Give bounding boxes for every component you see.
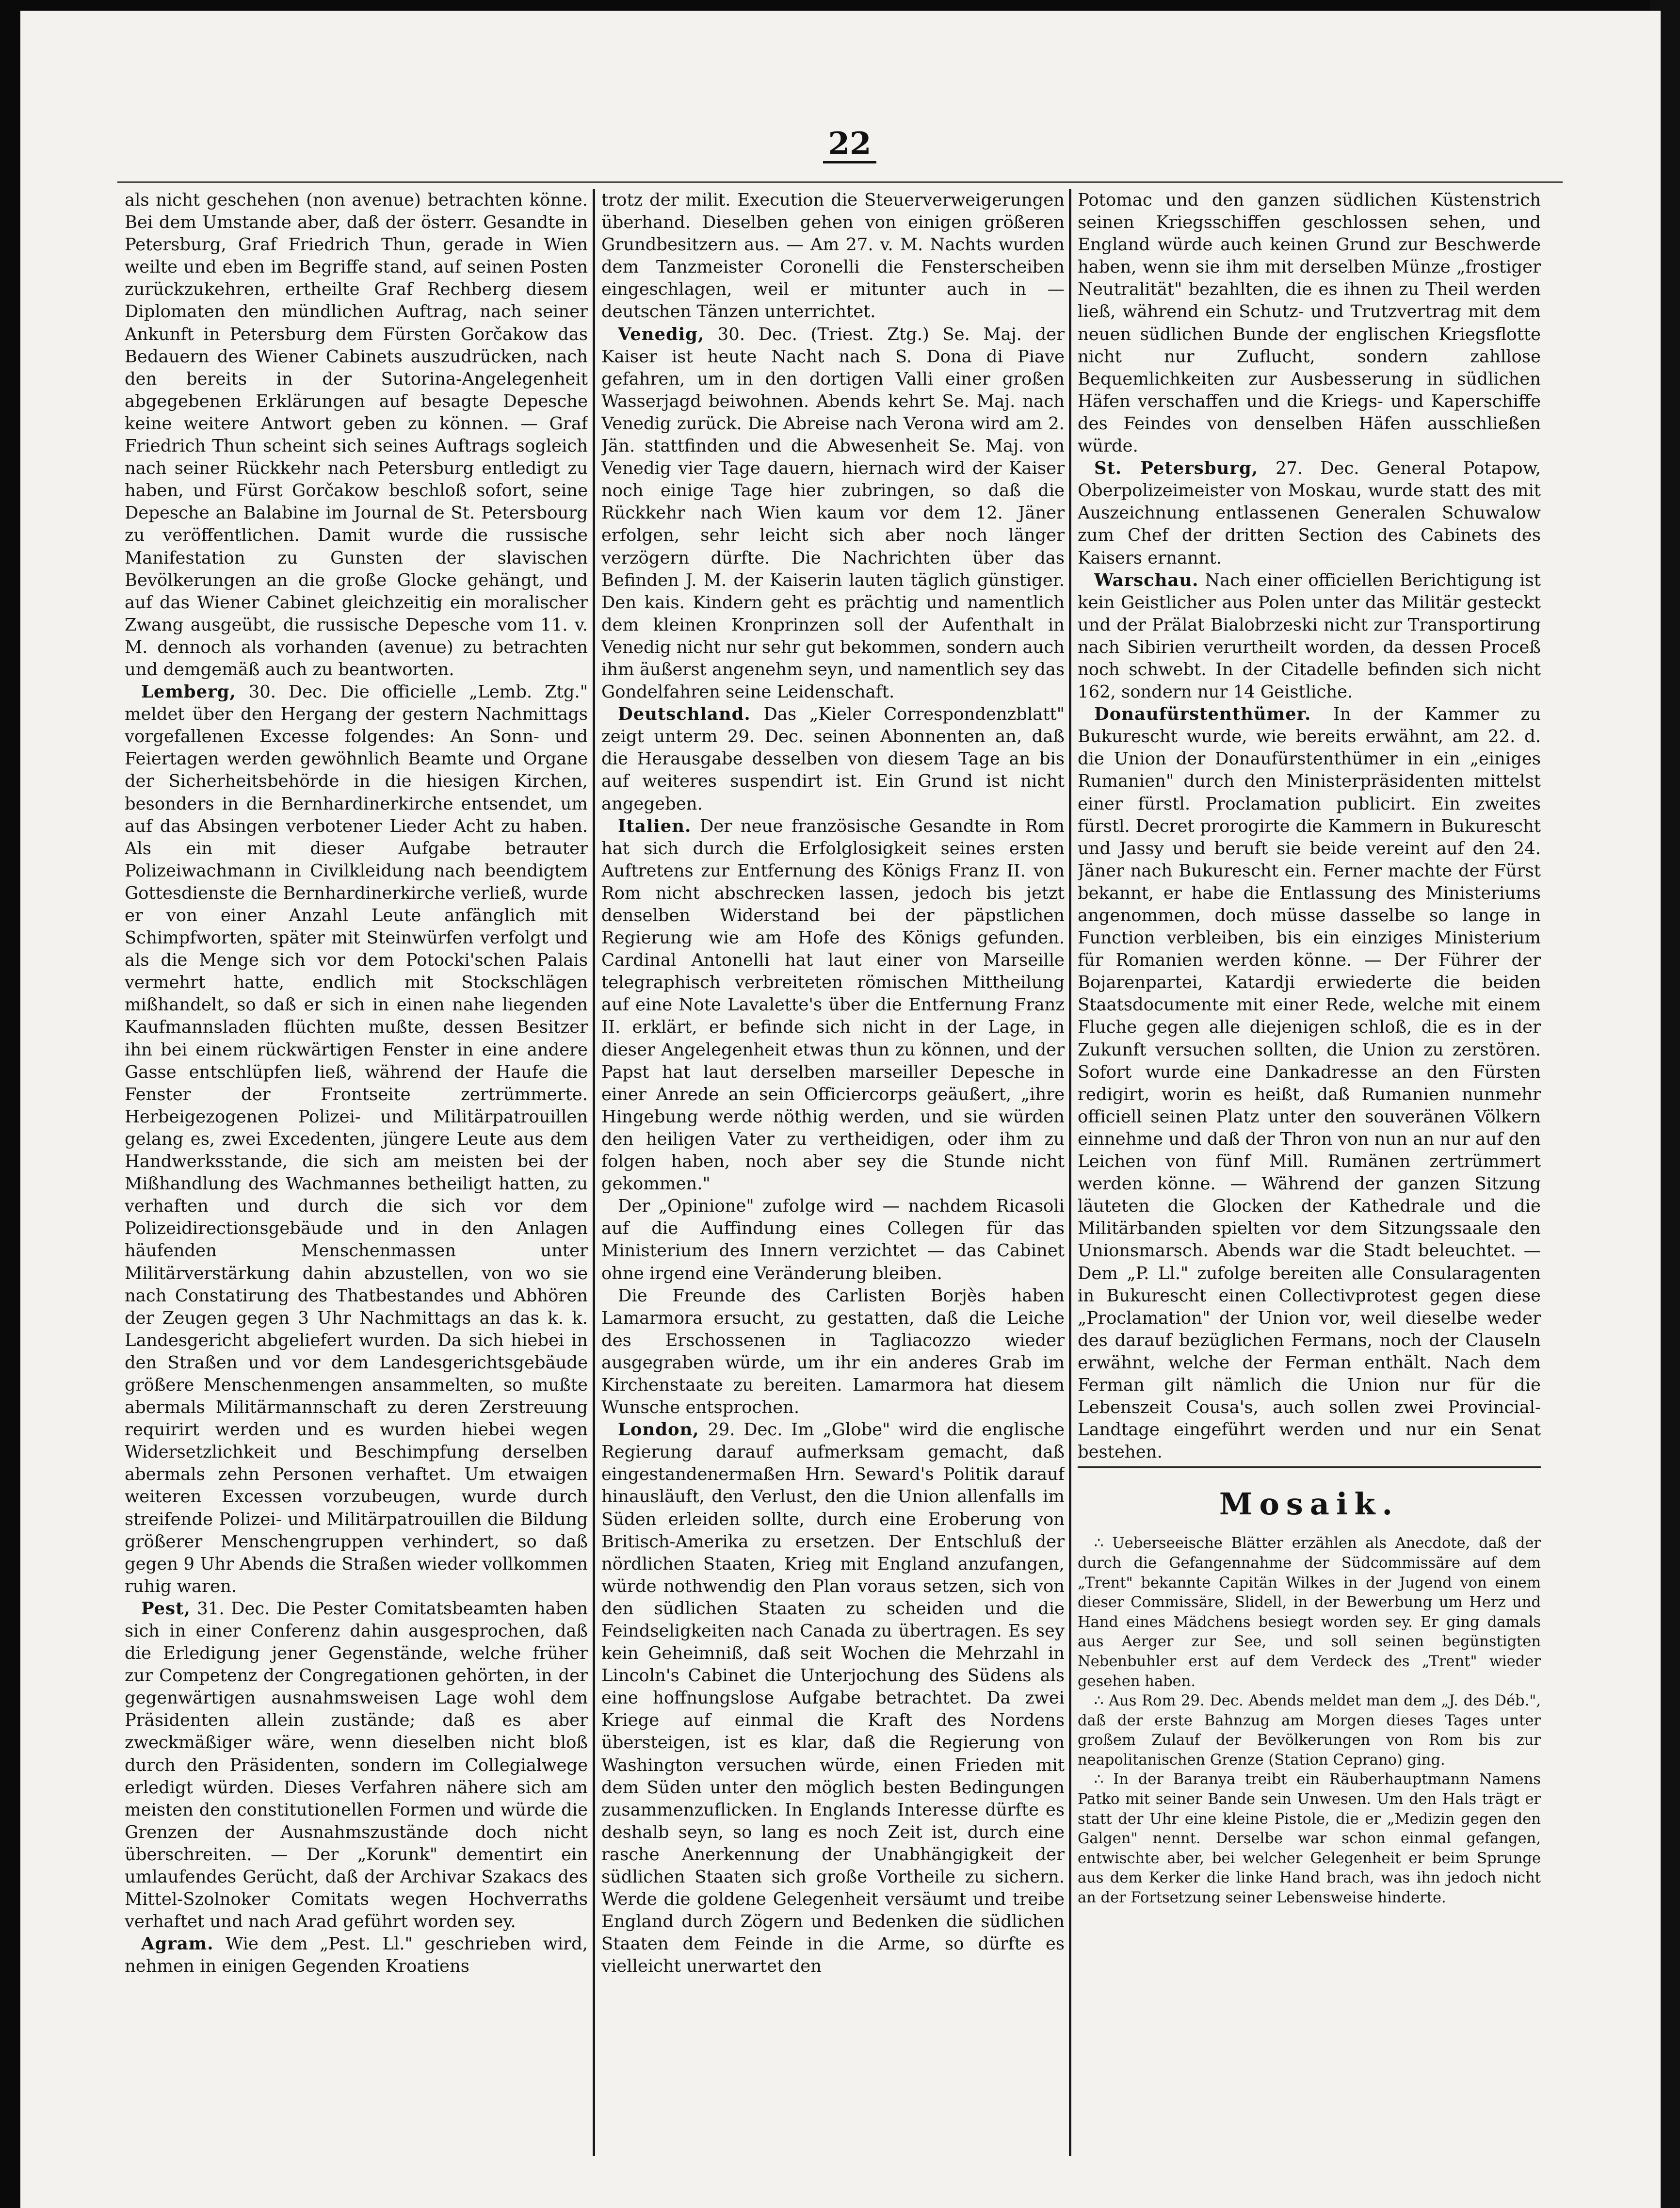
article-paragraph: Deutschland. Das „Kieler Correspondenzblatt" zeigt unterm 29. Dec. seinen Abonnenten an, daß die Herausgabe desselben von diesem Tage an bis auf weiteres suspendirt ist. Ein Grund ist nicht angegeben. [601, 704, 1065, 814]
article-paragraph: als nicht geschehen (non avenue) betrachten könne. Bei dem Umstande aber, daß der österr. Gesandte in Petersburg, Graf Friedrich Thun, gerade in Wien weilte und eben im Begriffe stand, auf seinen Posten zurückzukehren, ertheilte Graf Rechberg diesem Diplomaten den mündlichen Auftrag, nach seiner Ankunft in Petersburg dem Fürsten Gorčakow das Bedauern des Wiener Cabinets auszudrücken, nach den bereits in der Sutorina-Angelegenheit abgegebenen Erklärungen auf besagte Depesche keine weitere Antwort geben zu können. — Graf Friedrich Thun scheint sich seines Auftrags sogleich nach seiner Rückkehr nach Petersburg entledigt zu haben, und Fürst Gorčakow beschloß sofort, seine Depesche an Balabine im Journal de St. Petersbourg zu veröffentlichen. Damit wurde die russische Manifestation zu Gunsten der slavischen Bevölkerungen an die große Glocke gehängt, und auf das Wiener Cabinet gleichzeitig ein moralischer Zwang ausgeübt, die russische Depesche vom 11. v. M. dennoch als vorhanden (avenue) zu betrachten und demgemäß auch zu beantworten. [125, 190, 588, 680]
newspaper-page [20, 11, 1661, 2208]
article-paragraph: Pest, 31. Dec. Die Pester Comitatsbeamten haben sich in einer Conferenz dahin ausgesprochen, daß die Erledigung jener Gegenstände, welche früher zur Competenz der Congregationen gehörten, in der gegenwärtigen ausnahmsweisen Lage wohl dem Präsidenten allein zustände; daß es aber zweckmäßiger wäre, wenn dieselben nicht bloß durch den Präsidenten, sondern im Collegialwege erledigt würden. Dieses Verfahren nähere sich am meisten den constitutionellen Formen und würde die Grenzen der Ausnahmszustände doch nicht überschreiten. — Der „Korunk" dementirt ein umlaufendes Gerücht, daß der Archivar Szakacs des Mittel-Szolnoker Comitats wegen Hochverraths verhaftet und nach Arad geführt worden sey. [125, 1598, 588, 1932]
column-3 [1078, 189, 1541, 2173]
column-2 [601, 189, 1065, 2173]
article-paragraph: St. Petersburg, 27. Dec. General Potapow, Oberpolizeimeister von Moskau, wurde statt des mit Auszeichnung entlassenen Generalen Schuwalow zum Chef der dritten Section des Cabinets des Kaisers ernannt. [1078, 458, 1541, 568]
article-paragraph: Lemberg, 30. Dec. Die officielle „Lemb. Ztg." meldet über den Hergang der gestern Nachmittags vorgefallenen Excesse folgendes: An Sonn- und Feiertagen werden gewöhnlich Beamte und Organe der Sicherheitsbehörde in die hiesigen Kirchen, besonders in die Bernhardinerkirche entsendet, um auf das Absingen verbotener Lieder Acht zu haben. Als ein mit dieser Aufgabe betrauter Polizeiwachmann in Civilkleidung nach beendigtem Gottesdienste die Bernhardinerkirche verließ, wurde er von einer Anzahl Leute anfänglich mit Schimpfworten, später mit Steinwürfen verfolgt und als die Menge sich vor dem Potocki'schen Palais vermehrt hatte, endlich mit Stockschlägen mißhandelt, so daß er sich in einen nahe liegenden Kaufmannsladen flüchten mußte, dessen Besitzer ihn bei einem rückwärtigen Fenster in eine andere Gasse entschlüpfen ließ, während der Haufe die Fenster der Frontseite zertrümmerte. Herbeigezogenen Polizei- und Militärpatrouillen gelang es, zwei Excedenten, jüngere Leute aus dem Handwerksstande, die sich am meisten bei der Mißhandlung des Wachmannes betheiligt hatten, zu verhaften und durch die sich vor dem Polizeidirectionsgebäude und in den Anlagen häufenden Menschenmassen unter Militärverstärkung dahin abzustellen, von wo sie nach Constatirung des Thatbestandes und Abhören der Zeugen gegen 3 Uhr Nachmittags an das k. k. Landesgericht abgeliefert wurden. Da sich hiebei in den Straßen und vor dem Landesgerichtsgebäude größere Menschenmengen ansammelten, so mußte abermals Militärmannschaft zu deren Zerstreuung requirirt werden und es wurden hiebei wegen Widersetzlichkeit und Beschimpfung derselben abermals zehn Personen verhaftet. Um etwaigen weiteren Excessen vorzubeugen, wurde durch streifende Polizei- und Militärpatrouillen die Bildung größerer Menschengruppen verhindert, so daß gegen 9 Uhr Abends die Straßen wieder vollkommen ruhig waren. [125, 682, 588, 1596]
page-number: 22 [823, 127, 876, 163]
section-divider [1078, 1466, 1541, 1468]
dateline: Venedig, [618, 324, 705, 344]
dateline: Agram. [141, 1934, 214, 1954]
mosaik-item: ∴ Aus Rom 29. Dec. Abends meldet man dem „J. des Déb.", daß der erste Bahnzug am Morgen dieses Tages unter großem Zulauf der Bevölkerungen von Rom bis zur neapolitanischen Grenze (Station Ceprano) ging. [1078, 1692, 1541, 1769]
header-rule [117, 181, 1563, 183]
dateline: Pest, [141, 1598, 191, 1619]
article-paragraph: Der „Opinione" zufolge wird — nachdem Ricasoli auf die Auffindung eines Collegen für das Ministerium des Innern verzichtet — das Cabinet ohne irgend eine Veränderung bleiben. [601, 1196, 1065, 1283]
mosaik-heading: Mosaik. [1219, 1486, 1400, 1522]
dateline: St. Petersburg, [1094, 458, 1259, 479]
article-paragraph: Warschau. Nach einer officiellen Berichtigung ist kein Geistlicher aus Polen unter das Militär gesteckt und der Prälat Bialobrzeski nicht zur Transportirung nach Sibirien verurtheilt worden, da dessen Proceß noch schwebt. In der Citadelle befinden sich nicht 162, sondern nur 14 Geistliche. [1078, 570, 1541, 702]
article-paragraph: Die Freunde des Carlisten Borjès haben Lamarmora ersucht, zu gestatten, daß die Leiche des Erschossenen in Tagliacozzo wieder ausgegraben würde, um ihr ein anderes Grab im Kirchenstaate zu bereiten. Lamarmora hat diesem Wunsche entsprochen. [601, 1285, 1065, 1418]
mosaik-item: ∴ In der Baranya treibt ein Räuberhauptmann Namens Patko mit seiner Bande sein Unwesen. Um den Hals trägt er statt der Uhr eine kleine Pistole, die er „Medizin gegen den Galgen" nennt. Derselbe war schon einmal gefangen, entwischte aber, bei welcher Gelegenheit er beim Sprunge aus dem Kerker die linke Hand brach, was ihn jedoch nicht an der Fortsetzung seiner Lebensweise hinderte. [1078, 1771, 1541, 1907]
article-paragraph: trotz der milit. Execution die Steuerverweigerungen überhand. Dieselben gehen von einigen größeren Grundbesitzern aus. — Am 27. v. M. Nachts wurden dem Tanzmeister Coronelli die Fensterscheiben eingeschlagen, weil er mitunter auch in — deutschen Tänzen unterrichtet. [601, 190, 1065, 322]
column-rule-1 [593, 189, 595, 2156]
dateline: Warschau. [1094, 570, 1199, 590]
dateline: London, [618, 1420, 699, 1440]
column-rule-2 [1069, 189, 1071, 2156]
article-paragraph: Potomac und den ganzen südlichen Küstenstrich seinen Kriegsschiffen geschlossen sehen, und England würde auch keinen Grund zur Beschwerde haben, wenn sie ihm mit derselben Münze „frostiger Neutralität" bezahlten, die es ihnen zu Theil werden ließ, während ein Schutz- und Trutzvertrag mit dem neuen südlichen Bunde der englischen Kriegsflotte nicht nur Zuflucht, sondern zahllose Bequemlichkeiten zur Ausbesserung in südlichen Häfen verschaffen und die Kriegs- und Kaperschiffe des Feindes von denselben Häfen ausschließen würde. [1078, 190, 1541, 456]
mosaik-item: ∴ Ueberseeische Blätter erzählen als Anecdote, daß der durch die Gefangennahme der Südcommissäre auf dem „Trent" bekannte Capitän Wilkes in der Jugend von einem dieser Commissäre, Slidell, in der Bewerbung um Herz und Hand eines Mädchens besiegt worden sey. Er ging damals aus Aerger zur See, und soll seinen begünstigten Nebenbuhler erst auf dem Verdeck des „Trent" wieder gesehen haben. [1078, 1535, 1541, 1690]
article-paragraph: Donaufürstenthümer. In der Kammer zu Bukurescht wurde, wie bereits erwähnt, am 22. d. die Union der Donaufürstenthümer in ein „einiges Rumanien" durch den Ministerpräsidenten mittelst einer fürstl. Proclamation publicirt. Ein zweites fürstl. Decret prorogirte die Kammern in Bukurescht und Jassy und beruft sie beide vereint auf den 24. Jäner nach Bukurescht ein. Ferner machte der Fürst bekannt, er habe die Entlassung des Ministeriums angenommen, doch müsse dasselbe so lange in Function verbleiben, bis ein einziges Ministerium für Romanien werden könne. — Der Führer der Bojarenpartei, Katardji erwiederte die beiden Staatsdocumente mit einer Rede, welche mit einem Fluche gegen alle diejenigen schloß, die es in der Zukunft versuchen sollten, die Union zu zerstören. Sofort wurde eine Dankadresse an den Fürsten redigirt, worin es heißt, daß Rumanien nunmehr officiell seinen Platz unter den souveränen Völkern einnehme und daß der Thron von nun an nur auf den Leichen von fünf Mill. Rumänen zertrümmert werden könne. — Während der ganzen Sitzung läuteten die Glocken der Kathedrale und die Militärbanden spielten vor dem Sitzungssaale den Unionsmarsch. Abends war die Stadt beleuchtet. — Dem „P. Ll." zufolge bereiten alle Consularagenten in Bukurescht einen Collectivprotest gegen diese „Proclamation" der Union vor, weil dieselbe weder des darauf bezüglichen Fermans, noch der Clauseln erwähnt, welche der Ferman enthält. Nach dem Ferman gilt nämlich die Union nur für die Lebenszeit Cousa's, auch sollen zwei Provincial-Landtage eingeführt werden und nur ein Senat bestehen. [1078, 704, 1541, 1462]
article-paragraph: Italien. Der neue französische Gesandte in Rom hat sich durch die Erfolglosigkeit seines ersten Auftretens zur Entfernung des Königs Franz II. von Rom nicht abschrecken lassen, jedoch bis jetzt denselben Widerstand bei der päpstlichen Regierung wie am Hofe des Königs gefunden. Cardinal Antonelli hat laut einer von Marseille telegraphisch verbreiteten römischen Mittheilung auf eine Note Lavalette's über die Entfernung Franz II. erklärt, er befinde sich nicht in der Lage, in dieser Angelegenheit etwas thun zu können, und der Papst hat laut derselben marseiller Depesche in einer Anrede an sein Officiercorps geäußert, „ihre Hingebung werde nöthig werden, und sie würden den heiligen Vater zu vertheidigen, oder ihm zu folgen haben, noch aber sey die Stunde nicht gekommen." [601, 816, 1065, 1194]
article-paragraph: Venedig, 30. Dec. (Triest. Ztg.) Se. Maj. der Kaiser ist heute Nacht nach S. Dona di Piave gefahren, um in den dortigen Valli einer großen Wasserjagd beiwohnen. Abends kehrt Se. Maj. nach Venedig zurück. Die Abreise nach Verona wird am 2. Jän. stattfinden und die Abwesenheit Se. Maj. von Venedig vier Tage dauern, hiernach wird der Kaiser noch einige Tage hier zubringen, so daß die Rückkehr nach Wien kaum vor dem 12. Jäner erfolgen, sehr leicht sich aber noch länger verzögern dürfte. Die Nachrichten über das Befinden J. M. der Kaiserin lauten täglich günstiger. Den kais. Kindern geht es prächtig und namentlich dem kleinen Kronprinzen soll der Aufenthalt in Venedig nicht nur sehr gut bekommen, sondern auch ihm äußerst angenehm seyn, und namentlich sey das Gondelfahren seine Leidenschaft. [601, 324, 1065, 702]
article-paragraph: London, 29. Dec. Im „Globe" wird die englische Regierung darauf aufmerksam gemacht, daß eingestandenermaßen Hrn. Seward's Politik darauf hinausläuft, den Verlust, den die Union allenfalls im Süden erleiden sollte, durch eine Eroberung von Britisch-Amerika zu ersetzen. Der Entschluß der nördlichen Staaten, Krieg mit England anzufangen, würde nothwendig den Plan voraus setzen, sich von den südlichen Staaten zu scheiden und die Feindseligkeiten nach Canada zu übertragen. Es sey kein Geheimniß, daß seit Wochen die Mehrzahl in Lincoln's Cabinet die Unterjochung des Südens als eine hoffnungslose Aufgabe betrachtet. Da zwei Kriege auf einmal die Kraft des Nordens übersteigen, ist es klar, daß die Regierung von Washington versuchen würde, einen Frieden mit dem Süden unter den möglich besten Bedingungen zusammenzuflicken. In Englands Interesse dürfte es deshalb seyn, so lang es noch Zeit ist, durch eine rasche Anerkennung der Unabhängigkeit der südlichen Staaten sich große Vortheile zu sichern. Werde die goldene Gelegenheit versäumt und treibe England durch Zögern und Bedenken die südlichen Staaten dem Feinde in die Arme, so dürfte es vielleicht unerwartet den [601, 1420, 1065, 1977]
dateline: Donaufürstenthümer. [1094, 704, 1311, 725]
dateline: Lemberg, [141, 682, 236, 702]
dateline: Deutschland. [618, 704, 751, 725]
dateline: Italien. [618, 816, 692, 836]
column-1 [125, 189, 588, 2173]
article-paragraph: Agram. Wie dem „Pest. Ll." geschrieben wird, nehmen in einigen Gegenden Kroatiens [125, 1934, 588, 1977]
